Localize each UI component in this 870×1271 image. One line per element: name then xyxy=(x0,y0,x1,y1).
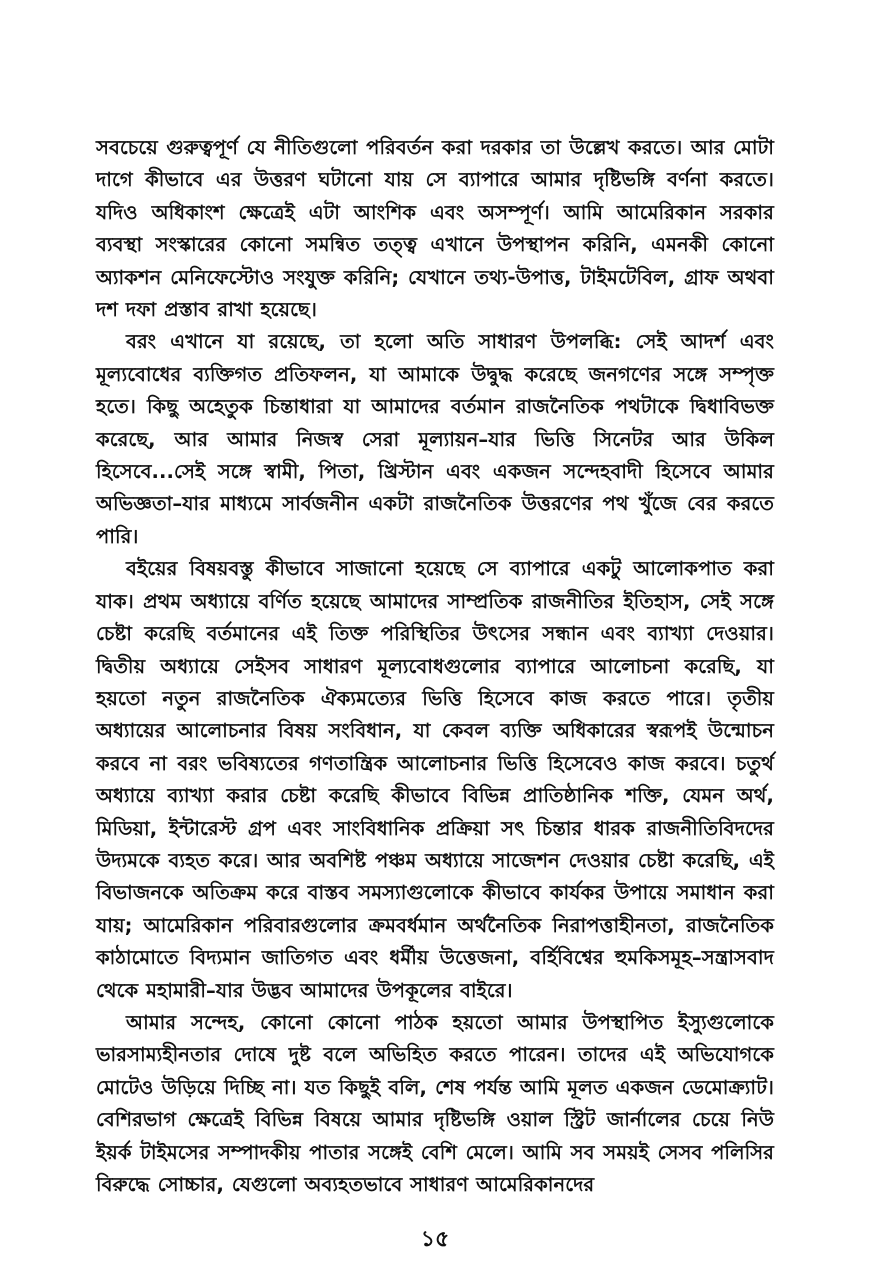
body-text xyxy=(96,132,774,1201)
paragraph-4: আমার সন্দেহ, কোনো কোনো পাঠক হয়তো আমার উপস্থাপিত ইস্যুগুলোকে ভারসাম্যহীনতার দোষে দুষ্ট বলে অভিহিত করতে পারেন। তাদের এই অভিযোগকে মোটেও উড়িয়ে দিচ্ছি না। যত কিছুই বলি, শেষ পর্যন্ত আমি মূলত একজন ডেমোক্র্যাট। বেশিরভাগ ক্ষেত্রেই বিভিন্ন বিষয়ে আমার দৃষ্টিভঙ্গি ওয়াল স্ট্রিট জার্নালের চেয়ে নিউ ইয়র্ক টাইমসের সম্পাদকীয় পাতার সঙ্গেই বেশি মেলে। আমি সব সময়ই সেসব পলিসির বিরুদ্ধে সোচ্চার, যেগুলো অব্যহতভাবে সাধারণ আমেরিকানদের xyxy=(96,1010,774,1196)
paragraph-3: বইয়ের বিষয়বস্তু কীভাবে সাজানো হয়েছে সে ব্যাপারে একটু আলোকপাত করা যাক। প্রথম অধ্যায়ে বর্ণিত হয়েছে আমাদের সাম্প্রতিক রাজনীতির ইতিহাস, সেই সঙ্গে চেষ্টা করেছি বর্তমানের এই তিক্ত পরিস্থিতির উৎসের সন্ধান এবং ব্যাখ্যা দেওয়ার। দ্বিতীয় অধ্যায়ে সেইসব সাধারণ মূল্যবোধগুলোর ব্যাপারে আলোচনা করেছি, যা হয়তো নতুন রাজনৈতিক ঐক্যমত্যের ভিত্তি হিসেবে কাজ করতে পারে। তৃতীয় অধ্যায়ের আলোচনার বিষয় সংবিধান, যা কেবল ব্যক্তি অধিকারের স্বরূপই উন্মোচন করবে না বরং ভবিষ্যতের গণতান্ত্রিক আলোচনার ভিত্তি হিসেবেও কাজ করবে। চতুর্থ অধ্যায়ে ব্যাখ্যা করার চেষ্টা করেছি কীভাবে বিভিন্ন প্রাতিষ্ঠানিক শক্তি, যেমন অর্থ, মিডিয়া, ইন্টারেস্ট গ্রপ এবং সাংবিধানিক প্রক্রিয়া সৎ চিন্তার ধারক রাজনীতিবিদদের উদ্যমকে ব্যহত করে। আর অবশিষ্ট পঞ্চম অধ্যায়ে সাজেশন দেওয়ার চেষ্টা করেছি, এই বিভাজনকে অতিক্রম করে বাস্তব সমস্যাগুলোকে কীভাবে কার্যকর উপায়ে সমাধান করা যায়; আমেরিকান পরিবারগুলোর ক্রমবর্ধমান অর্থনৈতিক নিরাপত্তাহীনতা, রাজনৈতিক কাঠামোতে বিদ্যমান জাতিগত এবং ধর্মীয় উত্তেজনা, বর্হিবিশ্বের হুমকিসমূহ–সন্ত্রাসবাদ থেকে মহামারী–যার উদ্ভব আমাদের উপকূলের বাইরে। xyxy=(96,557,774,1002)
page-number: ১৫ xyxy=(420,1227,450,1252)
paragraph-1: সবচেয়ে গুরুত্বপূর্ণ যে নীতিগুলো পরিবর্তন করা দরকার তা উল্লেখ করতে। আর মোটা দাগে কীভাবে এর উত্তরণ ঘটানো যায় সে ব্যাপারে আমার দৃষ্টিভঙ্গি বর্ণনা করতে। যদিও অধিকাংশ ক্ষেত্রেই এটা আংশিক এবং অসম্পূর্ণ। আমি আমেরিকান সরকার ব্যবস্থা সংস্কারের কোনো সমন্বিত তত্ত্ব এখানে উপস্থাপন করিনি, এমনকী কোনো অ্যাকশন মেনিফেস্টোও সংযুক্ত করিনি; যেখানে তথ্য-উপাত্ত, টাইমটেবিল, গ্রাফ অথবা দশ দফা প্রস্তাব রাখা হয়েছে। xyxy=(96,136,774,322)
paragraph-2: বরং এখানে যা রয়েছে, তা হলো অতি সাধারণ উপলব্ধি: সেই আদর্শ এবং মূল্যবোধের ব্যক্তিগত প্রতিফলন, যা আমাকে উদ্বুদ্ধ করেছে জনগণের সঙ্গে সম্পৃক্ত হতে। কিছু অহেতুক চিন্তাধারা যা আমাদের বর্তমান রাজনৈতিক পথটাকে দ্বিধাবিভক্ত করেছে, আর আমার নিজস্ব সেরা মূল্যায়ন–যার ভিত্তি সিনেটর আর উকিল হিসেবে...সেই সঙ্গে স্বামী, পিতা, খ্রিস্টান এবং একজন সন্দেহবাদী হিসেবে আমার অভিজ্ঞতা–যার মাধ্যমে সার্বজনীন একটা রাজনৈতিক উত্তরণের পথ খুঁজে বের করতে পারি। xyxy=(96,330,774,548)
